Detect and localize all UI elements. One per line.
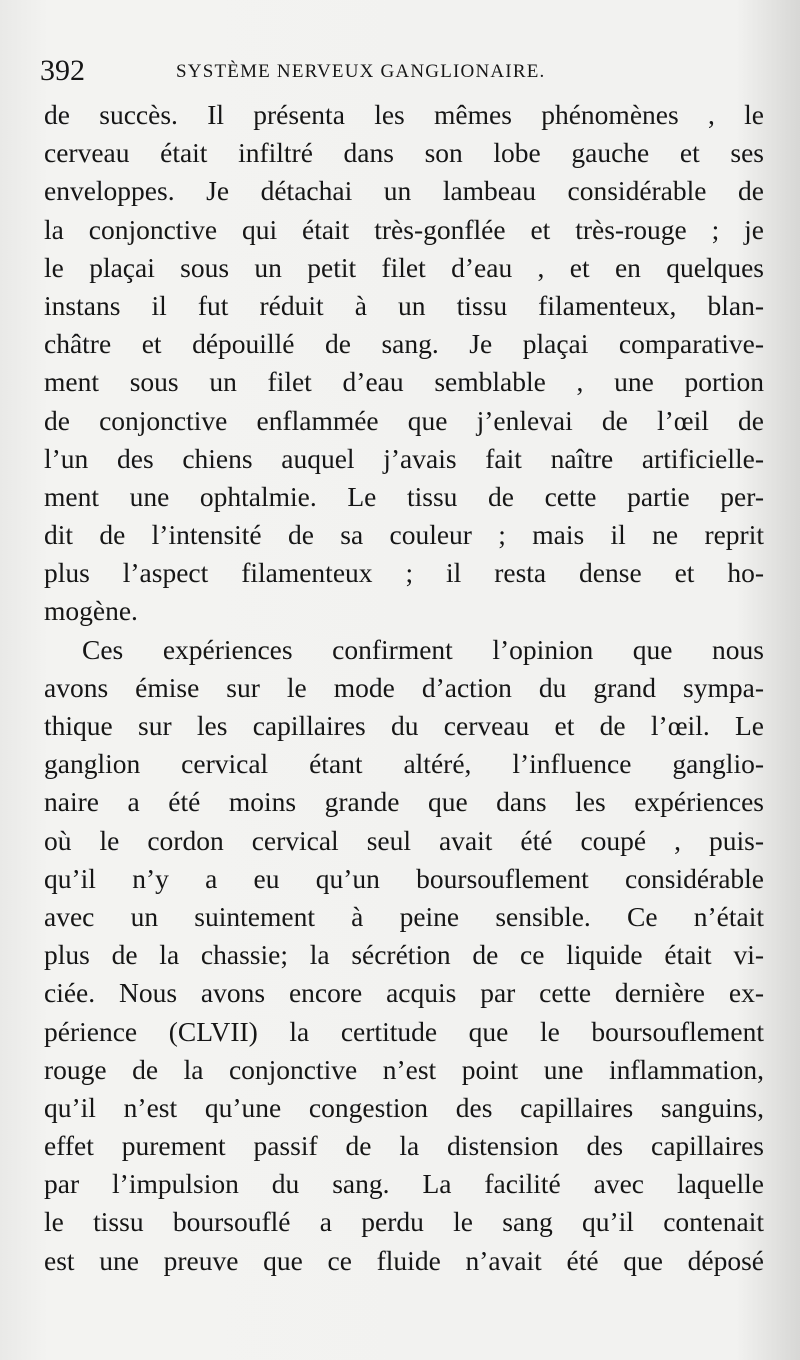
paragraph-start-line: Ces expériences confirment l’opinion que nous bbox=[82, 633, 764, 665]
text-line: par l’impulsion du sang. La facilité avec laquelle bbox=[44, 1168, 764, 1200]
text-line: l’un des chiens auquel j’avais fait naître artificielle- bbox=[44, 442, 764, 474]
text-line: châtre et dépouillé de sang. Je plaçai comparative- bbox=[44, 328, 764, 360]
text-line: où le cordon cervical seul avait été coupé , puis- bbox=[44, 824, 764, 856]
text-line: qu’il n’y a eu qu’un boursouflement considérable bbox=[44, 862, 764, 894]
text-line: enveloppes. Je détachai un lambeau considérable de bbox=[44, 175, 764, 207]
text-line: dit de l’intensité de sa couleur ; mais il ne reprit bbox=[44, 519, 764, 551]
text-line: le tissu boursouflé a perdu le sang qu’il contenait bbox=[44, 1206, 764, 1238]
text-line: effet purement passif de la distension des capillaires bbox=[44, 1130, 764, 1162]
text-line: ganglion cervical étant altéré, l’influence ganglio- bbox=[44, 748, 764, 780]
text-line: avec un suintement à peine sensible. Ce n’était bbox=[44, 900, 764, 932]
text-line: thique sur les capillaires du cerveau et de l’œil. Le bbox=[44, 710, 764, 741]
page-header bbox=[40, 54, 760, 88]
paragraph-end-line: mogène. bbox=[44, 595, 138, 627]
running-title: SYSTÈME NERVEUX GANGLIONAIRE. bbox=[176, 61, 546, 82]
text-line: la conjonctive qui était très-gonflée et très-rouge ; je bbox=[44, 213, 764, 245]
text-line: ciée. Nous avons encore acquis par cette dernière ex- bbox=[44, 977, 764, 1009]
text-line: est une preuve que ce fluide n’avait été que déposé bbox=[44, 1244, 764, 1276]
text-line: ment sous un filet d’eau semblable , une portion bbox=[44, 366, 764, 398]
text-line: qu’il n’est qu’une congestion des capillaires sanguins, bbox=[44, 1091, 764, 1123]
text-line: cerveau était infiltré dans son lobe gauche et ses bbox=[44, 137, 764, 169]
text-line: plus de la chassie; la sécrétion de ce liquide était vi- bbox=[44, 939, 764, 971]
text-line: ment une ophtalmie. Le tissu de cette partie per- bbox=[44, 480, 764, 512]
text-line: avons émise sur le mode d’action du grand sympa- bbox=[44, 671, 764, 703]
page-number: 392 bbox=[40, 54, 85, 87]
text-line: rouge de la conjonctive n’est point une inflammation, bbox=[44, 1053, 764, 1085]
text-line: naire a été moins grande que dans les expériences bbox=[44, 786, 764, 818]
text-line: le plaçai sous un petit filet d’eau , et en quelques bbox=[44, 251, 764, 283]
text-line: périence (CLVII) la certitude que le boursouflement bbox=[44, 1015, 764, 1047]
text-line: plus l’aspect filamenteux ; il resta dense et ho- bbox=[44, 557, 764, 589]
text-line: de succès. Il présenta les mêmes phénomènes , le bbox=[44, 99, 764, 130]
body-text bbox=[44, 96, 764, 1280]
text-line: instans il fut réduit à un tissu filamenteux, blan- bbox=[44, 289, 764, 321]
text-line: de conjonctive enflammée que j’enlevai de l’œil de bbox=[44, 404, 764, 436]
